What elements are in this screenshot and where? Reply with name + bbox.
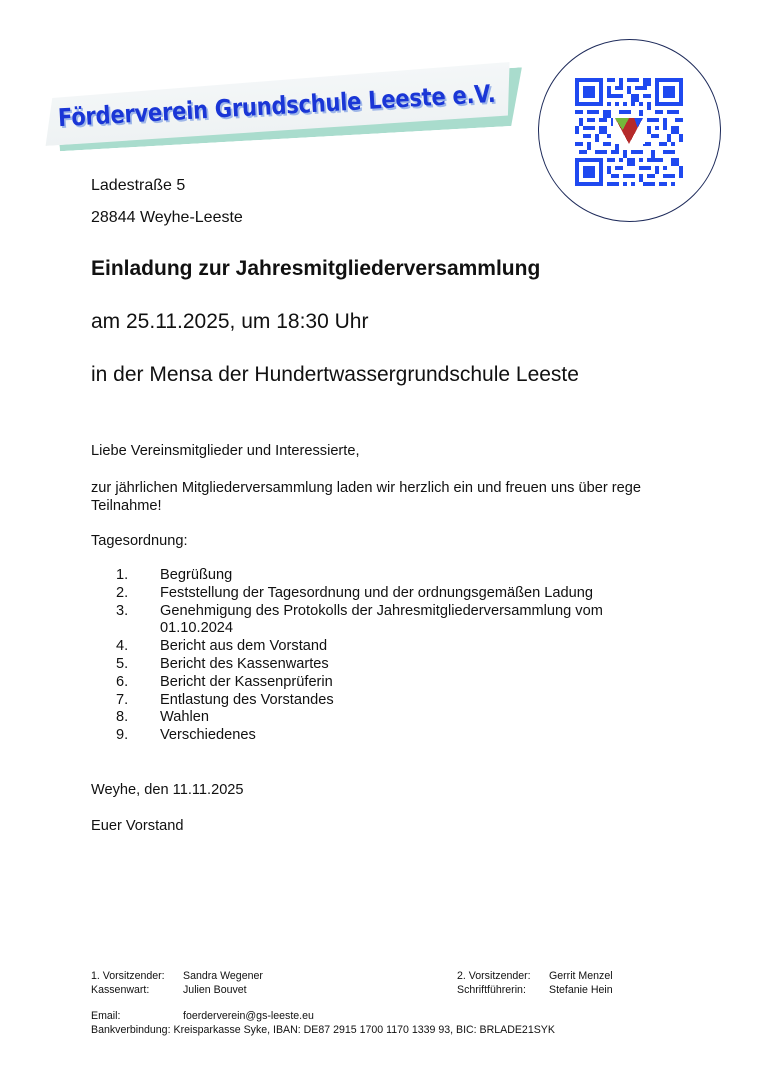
bank-label: Bankverbindung: bbox=[91, 1023, 171, 1036]
invitation-title: Einladung zur Jahresmitgliederversammlung bbox=[91, 257, 541, 280]
footer-value: Julien Bouvet bbox=[183, 983, 247, 996]
agenda-item bbox=[116, 656, 640, 674]
footer-bank-row bbox=[91, 1024, 613, 1038]
agenda-number: 3. bbox=[116, 602, 129, 619]
footer-board-row bbox=[91, 984, 613, 998]
agenda-text: Bericht der Kassenprüferin bbox=[160, 673, 333, 690]
agenda-number: 2. bbox=[116, 584, 129, 601]
agenda-number: 6. bbox=[116, 673, 129, 690]
agenda-text: Bericht aus dem Vorstand bbox=[160, 638, 328, 655]
agenda-text: Genehmigung des Protokolls der Jahresmitgliederversammlung vom 01.10.2024 bbox=[160, 602, 603, 637]
agenda-text: Bericht des Kassenwartes bbox=[160, 655, 329, 672]
agenda-number: 9. bbox=[116, 727, 129, 744]
agenda-number: 1. bbox=[116, 567, 129, 583]
footer-email-row bbox=[91, 1010, 613, 1024]
agenda-number: 8. bbox=[116, 709, 129, 726]
agenda-item bbox=[116, 709, 640, 727]
meeting-location: in der Mensa der Hundertwassergrundschule Leeste bbox=[91, 363, 579, 386]
qr-code-icon bbox=[575, 78, 683, 186]
footer-label: Kassenwart: bbox=[91, 983, 150, 996]
club-logo-banner bbox=[42, 61, 525, 154]
footer-label: 2. Vorsitzender: bbox=[457, 970, 531, 982]
intro-paragraph: zur jährlichen Mitgliederversammlung laden wir herzlich ein und freuen uns über rege Teilnahme! bbox=[91, 480, 641, 514]
footer-label: Schriftführerin: bbox=[457, 983, 526, 996]
club-address bbox=[91, 170, 243, 234]
agenda-number: 5. bbox=[116, 655, 129, 672]
agenda-text: Entlastung des Vorstandes bbox=[160, 691, 334, 708]
agenda-text: Wahlen bbox=[160, 709, 209, 726]
footer-value: Gerrit Menzel bbox=[549, 970, 613, 982]
email-link[interactable]: foerderverein@gs-leeste.eu bbox=[183, 1010, 314, 1022]
footer-label: 1. Vorsitzender: bbox=[91, 970, 165, 982]
meeting-date: am 25.11.2025, um 18:30 Uhr bbox=[91, 310, 369, 333]
agenda-item bbox=[116, 585, 640, 603]
agenda-item bbox=[116, 674, 640, 692]
signature: Euer Vorstand bbox=[91, 818, 184, 834]
agenda-heading: Tagesordnung: bbox=[91, 533, 188, 549]
email-label: Email: bbox=[91, 1010, 121, 1022]
place-and-date: Weyhe, den 11.11.2025 bbox=[91, 782, 244, 798]
greeting: Liebe Vereinsmitglieder und Interessierte, bbox=[91, 443, 360, 459]
agenda-number: 4. bbox=[116, 638, 129, 655]
address-street: Ladestraße 5 bbox=[91, 177, 186, 194]
bank-details: Kreisparkasse Syke, IBAN: DE87 2915 1700 1170 1339 93, BIC: BRLADE21SYK bbox=[173, 1023, 555, 1036]
club-logo-text: Förderverein Grundschule Leeste e.V. bbox=[57, 78, 497, 133]
fgv-logo-icon bbox=[613, 116, 645, 144]
agenda-number: 7. bbox=[116, 691, 129, 708]
agenda-text: Verschiedenes bbox=[160, 727, 256, 744]
address-city: 28844 Weyhe-Leeste bbox=[91, 209, 243, 226]
agenda-item bbox=[116, 727, 640, 745]
footer-value: Sandra Wegener bbox=[183, 970, 263, 982]
agenda-item bbox=[116, 692, 640, 710]
agenda-item bbox=[116, 603, 640, 639]
agenda-list bbox=[116, 567, 640, 745]
agenda-text: Feststellung der Tagesordnung und der ordnungsgemäßen Ladung bbox=[160, 584, 593, 601]
footer-value: Stefanie Hein bbox=[549, 983, 613, 996]
agenda-text: Begrüßung bbox=[160, 567, 233, 583]
agenda-item bbox=[116, 567, 640, 585]
footer-board-row bbox=[91, 970, 613, 984]
footer bbox=[91, 970, 613, 1037]
agenda-item bbox=[116, 638, 640, 656]
